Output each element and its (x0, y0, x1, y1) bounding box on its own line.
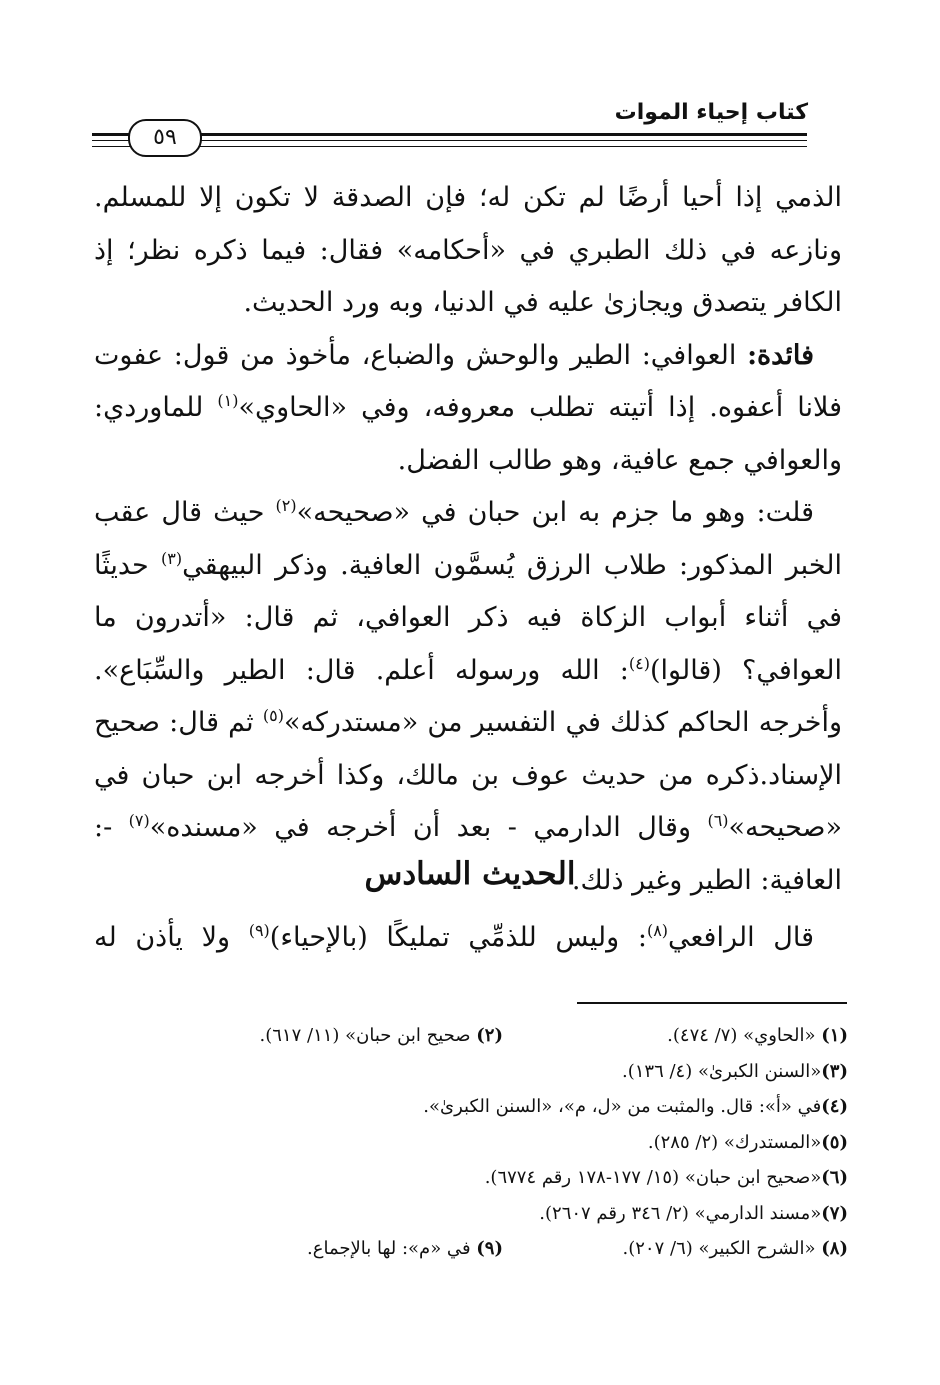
footnote-ref-2[interactable]: (٢) (275, 496, 297, 515)
footnote-5: (٥) «المستدرك» (٢/ ٢٨٥). (647, 1131, 848, 1153)
paragraph-2: فائدة: العوافي: الطير والوحش والضباع، مأخوذ من قول: عفوت فلانا أعفوه. إذا أتيته تطلب معروفه، وفي «الحاوي»$^{(١)}$ للماوردي: والعوافي جمع عافية، وهو طالب الفضل. (94, 339, 842, 476)
footnote-ref-1[interactable]: (١) (217, 391, 239, 410)
footnote-4: (٤) في «أ»: قال. والمثبت من «ل، م»، «السنن الكبرىٰ». (423, 1096, 848, 1117)
running-head: كتاب إحياء الموات (614, 100, 808, 125)
footnote-6: (٦) «صحيح ابن حبان» (١٥/ ١٧٧-١٧٨ رقم ٦٧٧٤). (484, 1167, 848, 1188)
paragraph-4: قال الرافعي$^{(٨)}$: وليس للذمِّي تمليكًا (بالإحياء)$^{(٩)}$ ولا يأذن له (94, 921, 814, 953)
footnote-ref-6[interactable]: (٦) (707, 811, 729, 830)
footnote-3: (٣) «السنن الكبرىٰ» (٤/ ١٣٦). (621, 1060, 848, 1082)
footnote-row (88, 1018, 848, 1054)
footnote-1: (١) «الحاوي» (٧/ ٤٧٤). (667, 1025, 848, 1046)
footnote-ref-3[interactable]: (٣) (161, 548, 183, 568)
footnote-ref-9[interactable]: (٩) (248, 921, 270, 940)
paragraph-1: الذمي إذا أحيا أرضًا لم تكن له؛ فإن الصدقة لا تكون إلا للمسلم. ونازعه في ذلك الطبري في «أحكامه» فقال: فيما ذكره نظر؛ إذ الكافر يتصدق ويجازىٰ عليه في الدنيا، وبه ورد الحديث. (94, 182, 842, 318)
footnote-ref-4[interactable]: (٤) (628, 653, 650, 673)
paragraph-3: قلت: وهو ما جزم به ابن حبان في «صحيحه»$^{(٢)}$ حيث قال عقب الخبر المذكور: طلاب الرزق يُسمَّون العافية. وذكر البيهقي$^{(٣)}$ حديثًا في أثناء أبواب الزكاة فيه ذكر العوافي، ثم قال: «أتدرون ما العوافي؟ (قالوا)$^{(٤)}$: الله ورسوله أعلم. قال: الطير والسِّبَاع». وأخرجه الحاكم كذلك في التفسير من «مستدركه»$^{(٥)}$ ثم قال: صحيح الإسناد.ذكره من حديث عوف بن مالك، وكذا أخرجه ابن حبان في «صحيحه»$^{(٦)}$ وقال الدارمي - بعد أن أخرجه في «مسنده»$^{(٧)}$ -: العافية: الطير وغير ذلك. (94, 496, 843, 896)
footnote-row (88, 1231, 848, 1267)
main-text (94, 172, 842, 907)
fa-ida-label: فائدة: (747, 339, 814, 371)
footnote-8: (٨) «الشرح الكبير» (٦/ ٢٠٧). (622, 1238, 848, 1259)
footnote-separator (577, 1002, 847, 1004)
footnote-ref-7[interactable]: (٧) (128, 811, 150, 830)
footnote-2: (٢) صحيح ابن حبان» (١١/ ٦١٧). (259, 1025, 503, 1046)
page-number: ٥٩ (128, 119, 202, 157)
footnotes (88, 1018, 848, 1267)
section-heading: الحديث السادس (364, 856, 576, 892)
footnote-ref-8[interactable]: (٨) (646, 921, 669, 940)
footnote-9: (٩) في «م»: لها بالإجماع. (307, 1238, 503, 1259)
footnote-ref-5[interactable]: (٥) (262, 706, 284, 725)
footnote-7: (٧) «مسند الدارمي» (٢/ ٣٤٦ رقم ٢٦٠٧). (539, 1202, 848, 1224)
